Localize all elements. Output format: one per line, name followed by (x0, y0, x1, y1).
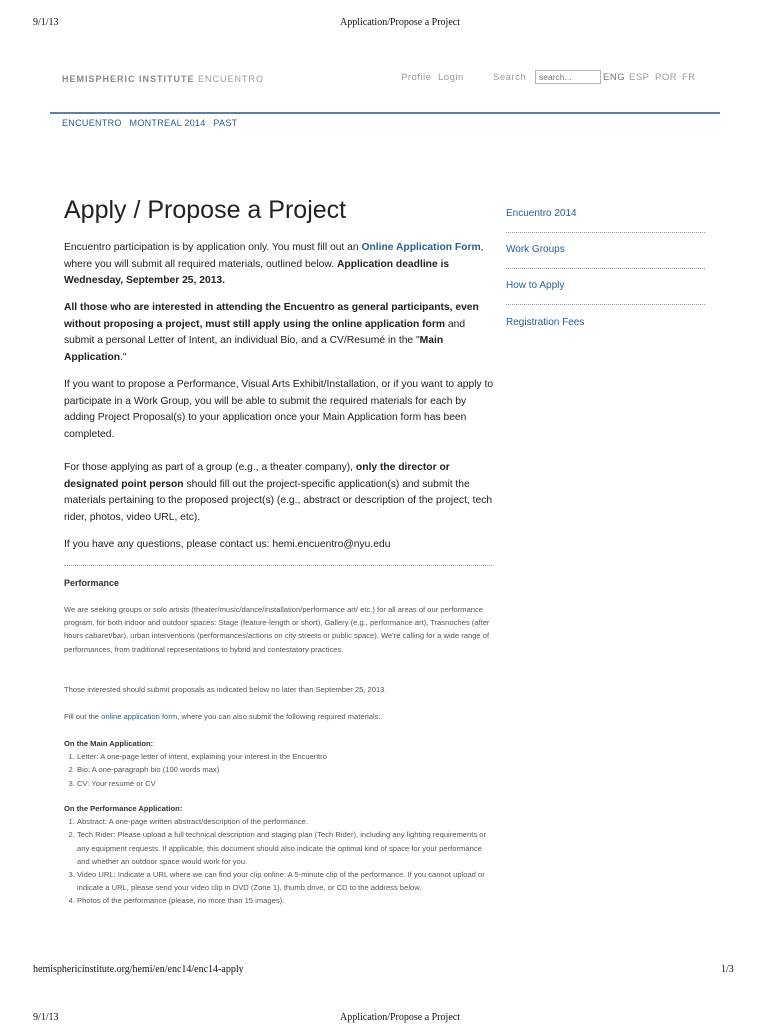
sidebar-divider (506, 232, 705, 233)
performance-description: We are seeking groups or solo artists (theater/music/dance/installation/performance art/ etc.) for all areas of our performance program, for both indoor and outdoor spaces: Stage (feature-length or short), Gallery (e.g., performance art), Trasnoches (after hours cabaret/bar), urban interventions (performances/actions on city streets or public space). We're calling for a wide range of performances, from traditional representations to hybrid and contestatory practices. (64, 605, 490, 654)
print-page-number: 1/3 (721, 964, 734, 975)
search-label: Search (493, 72, 527, 83)
online-application-form-link-2[interactable]: online application form (101, 712, 178, 721)
subnav-montreal-2014[interactable]: MONTREAL 2014 (129, 118, 206, 128)
contact-paragraph: If you have any questions, please contact us: hemi.encuentro@nyu.edu (64, 539, 391, 550)
intro-paragraph-3: If you want to propose a Performance, Visual Arts Exhibit/Installation, or if you want to apply to participate in a Work Group, you will be able to submit the required materials for each by adding Project Proposal(s) to your application once your Main Application form has been completed. (64, 379, 494, 440)
sidebar-divider (506, 268, 705, 269)
main-application-list (64, 750, 496, 790)
lang-eng[interactable]: ENG (603, 72, 626, 83)
list-item: 3. CV: Your resumé or CV (77, 777, 496, 790)
list-item: 1. Letter: A one-page letter of intent, explaining your interest in the Encuentro (77, 750, 496, 763)
brand-section: ENCUENTRO (198, 74, 265, 84)
subnav-encuentro[interactable]: ENCUENTRO (62, 118, 122, 128)
sidebar-item-work-groups[interactable]: Work Groups (506, 244, 565, 255)
performance-application-requirements (64, 802, 496, 908)
sub-navigation (62, 118, 242, 128)
print-url: hemisphericinstitute.org/hemi/en/enc14/enc14-apply (33, 964, 244, 975)
section-divider (64, 565, 492, 566)
intro-paragraph-4: For those applying as part of a group (e.g., a theater company), only the director or designated point person should fill out the project-specific application(s) and submit the materials pertaining to the proposed project(s) (e.g., abstract or description of the project, tech rider, photos, video URL, etc). (64, 462, 493, 523)
print-date: 9/1/13 (33, 17, 59, 28)
login-link[interactable]: Login (438, 72, 464, 83)
list-item: 4. Photos of the performance (please, no more than 15 images). (77, 894, 496, 907)
intro-paragraph-1: Encuentro participation is by application only. You must fill out an Online Application Form, where you will submit all required materials, outlined below. Application deadline is Wednesday, September 25, 2013. (64, 242, 484, 286)
performance-heading: Performance (64, 578, 120, 588)
performance-deadline: Those interested should submit proposals as indicated below no later than September 25, 2013. (64, 685, 387, 694)
print-title-next: Application/Propose a Project (340, 1012, 460, 1023)
page-title: Apply / Propose a Project (64, 196, 347, 224)
intro-paragraph-2: All those who are interested in attending the Encuentro as general participants, even without proposing a project, must still apply using the online application form and submit a personal Letter of Intent, an individual Bio, and a CV/Resumé in the "Main Application." (64, 302, 479, 363)
main-application-heading: On the Main Application: (64, 739, 154, 748)
brand-name: HEMISPHERIC INSTITUTE (62, 74, 195, 84)
list-item: 1. Abstract: A one-page written abstract/description of the performance. (77, 815, 496, 828)
sidebar-item-how-to-apply[interactable]: How to Apply (506, 280, 565, 291)
online-application-form-link[interactable]: Online Application Form (361, 242, 481, 253)
performance-application-list (64, 815, 496, 907)
profile-link[interactable]: Profile (401, 72, 432, 83)
sidebar-item-registration-fees[interactable]: Registration Fees (506, 317, 585, 328)
performance-instructions: Fill out the online application form, where you can also submit the following required materials: (64, 712, 381, 721)
lang-fr[interactable]: FR (682, 72, 696, 83)
print-date-next: 9/1/13 (33, 1012, 59, 1023)
site-brand[interactable] (62, 74, 264, 84)
search-input[interactable] (535, 70, 601, 84)
list-item: 2. Tech Rider: Please upload a full technical description and staging plan (Tech Rider), including any lighting requirements or any equipment requests. If applicable, this document should also indicate the optimal kind of space for your performance and whether an outdoor space would work for you. (77, 828, 496, 868)
header-divider (50, 112, 720, 114)
lang-por[interactable]: POR (655, 72, 678, 83)
list-item: 2. Bio: A one-paragraph bio (100 words max) (77, 763, 496, 776)
main-application-requirements (64, 737, 496, 790)
print-title: Application/Propose a Project (340, 17, 460, 28)
subnav-past[interactable]: PAST (213, 118, 238, 128)
sidebar-item-encuentro-2014[interactable]: Encuentro 2014 (506, 208, 577, 219)
performance-application-heading: On the Performance Application: (64, 804, 183, 813)
sidebar-divider (506, 304, 705, 305)
lang-esp[interactable]: ESP (629, 72, 650, 83)
list-item: 3. Video URL: Indicate a URL where we can find your clip online: A 5-minute clip of the performance. If you cannot upload or indicate a URL, please send your video clip in DVD (Zone 1), thumb drive, or CD to the address below. (77, 868, 496, 894)
